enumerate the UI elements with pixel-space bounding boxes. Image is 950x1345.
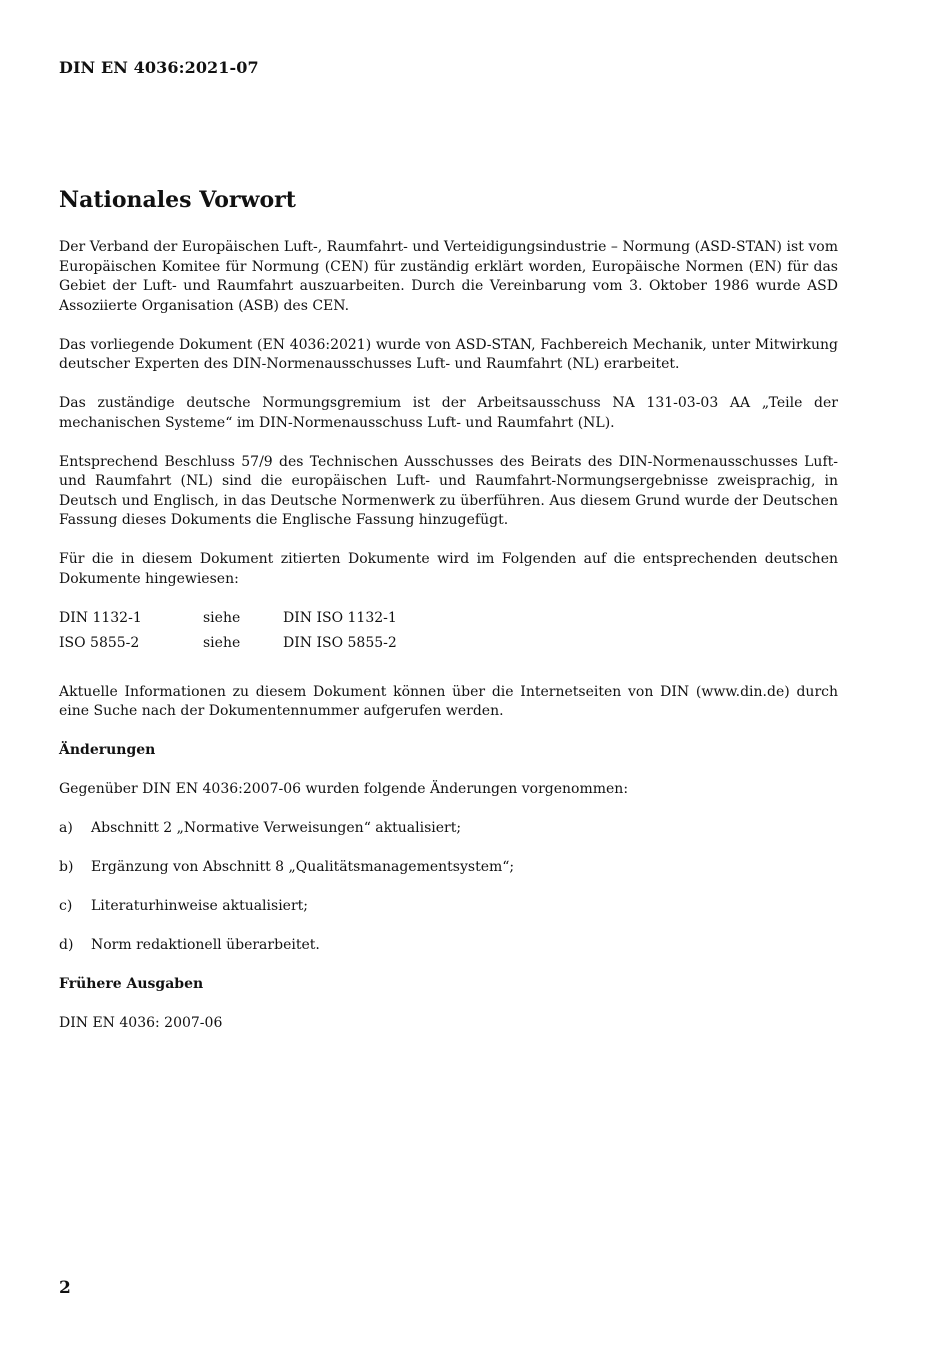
reference-row [59,609,838,634]
list-text: Ergänzung von Abschnitt 8 „Qualitätsmanagementsystem“; [91,859,515,875]
list-marker: b) [59,859,74,875]
list-marker: d) [59,937,74,953]
changes-list-item [59,897,838,917]
paragraph-bilingual: Entsprechend Beschluss 57/9 des Technischen Ausschusses des Beirats des DIN-Normenausschusses Luft- und Raumfahrt (NL) sind die europäischen Luft- und Raumfahrt-Normungsergebnisse zweisprachig, in Deutsch und Englisch, in das Deutsche Normenwerk zu überführen. Aus diesem Grund wurde der Deutschen Fassung dieses Dokuments die Englische Fassung hinzugefügt. [59,453,838,528]
reference-german: DIN ISO 1132-1 [283,609,397,626]
reference-relation: siehe [203,609,241,626]
reference-cited: ISO 5855-2 [59,634,140,651]
page-number: 2 [59,1278,71,1298]
document-id-header: DIN EN 4036:2021-07 [59,58,259,77]
list-text: Literaturhinweise aktualisiert; [91,898,308,914]
paragraph-asd-stan: Der Verband der Europäischen Luft-, Raumfahrt- und Verteidigungsindustrie – Normung (ASD-STAN) ist vom Europäischen Komitee für Normung (CEN) für zuständig erklärt worden, Europäische Normen (EN) für das Gebiet der Luft- und Raumfahrt auszuarbeiten. Durch die Vereinbarung vom 3. Oktober 1986 wurde ASD Assoziierte Organisation (ASB) des CEN. [59,239,838,314]
document-body [59,238,838,1053]
page-title: Nationales Vorwort [59,187,296,213]
paragraph-references-intro: Für die in diesem Dokument zitierten Dokumente wird im Folgenden auf die entsprechenden deutschen Dokumente hingewiesen: [59,551,838,587]
reference-row [59,634,838,659]
paragraph-info: Aktuelle Informationen zu diesem Dokument können über die Internetseiten von DIN (www.din.de) durch eine Suche nach der Dokumentennummer aufgerufen werden. [59,683,838,719]
changes-heading: Änderungen [59,742,156,758]
list-text: Abschnitt 2 „Normative Verweisungen“ aktualisiert; [91,820,462,836]
list-marker: c) [59,898,73,914]
list-text: Norm redaktionell überarbeitet. [91,937,320,953]
paragraph-document-origin: Das vorliegende Dokument (EN 4036:2021) wurde von ASD-STAN, Fachbereich Mechanik, unter Mitwirkung deutscher Experten des DIN-Normenausschusses Luft- und Raumfahrt (NL) erarbeitet. [59,336,838,372]
earlier-editions-heading: Frühere Ausgaben [59,976,204,992]
earlier-editions-text: DIN EN 4036: 2007-06 [59,1015,223,1031]
changes-list-item [59,858,838,878]
list-marker: a) [59,820,73,836]
changes-list-item [59,819,838,839]
changes-list-item [59,936,838,956]
reference-cited: DIN 1132-1 [59,609,142,626]
changes-intro: Gegenüber DIN EN 4036:2007-06 wurden folgende Änderungen vorgenommen: [59,781,629,797]
reference-german: DIN ISO 5855-2 [283,634,397,651]
reference-relation: siehe [203,634,241,651]
paragraph-committee: Das zuständige deutsche Normungsgremium ist der Arbeitsausschuss NA 131-03-03 AA „Teile der mechanischen Systeme“ im DIN-Normenausschuss Luft- und Raumfahrt (NL). [59,395,838,431]
reference-table [59,609,838,659]
